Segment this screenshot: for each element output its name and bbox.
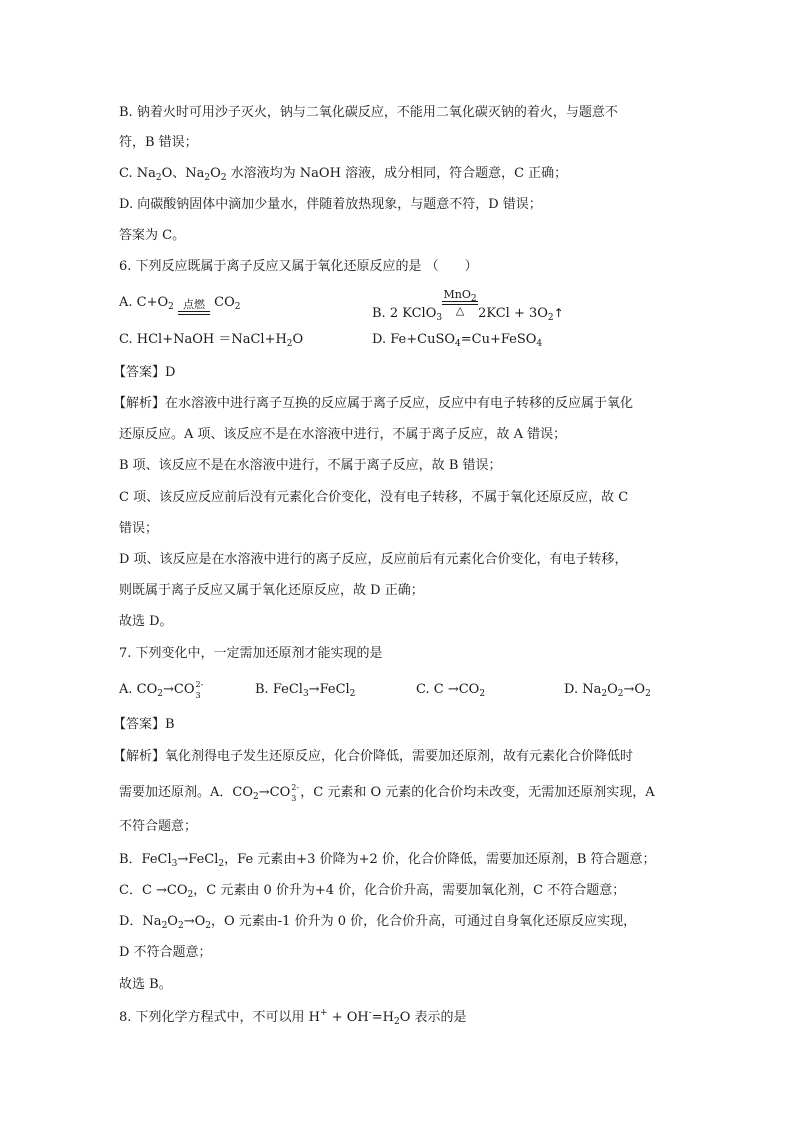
q7-option-b <box>255 681 355 699</box>
gas-arrow-icon: ↑ <box>553 306 564 320</box>
q7-option-d <box>564 681 651 699</box>
text-fragment: →FeCl <box>177 852 219 867</box>
text-fragment: C. C →CO <box>416 682 480 697</box>
subscript: 2 <box>286 339 293 349</box>
q7-analysis-line <box>119 784 655 802</box>
text-fragment: =H <box>371 1010 394 1025</box>
subscript: 2 <box>155 173 162 183</box>
q7-analysis-line <box>113 748 633 766</box>
text-fragment: →FeCl <box>308 682 350 697</box>
text-fragment: CO <box>214 295 235 310</box>
q6-analysis-line: B 项、该反应不是在水溶液中进行，不属于离子反应，故 B 错误； <box>119 458 502 473</box>
question-8-stem <box>119 1009 467 1027</box>
text-fragment: →O <box>623 682 646 697</box>
text-fragment: A. C+O <box>119 295 169 310</box>
answer-tag: 【答案】 <box>113 717 166 732</box>
subscript: 2 <box>645 689 651 699</box>
text-fragment: A. CO <box>119 682 158 697</box>
text-line <box>119 165 567 183</box>
subscript: 4 <box>536 339 543 349</box>
text-line: D. 向碳酸钠固体中滴加少量水，伴随着放热现象，与题意不符，D 错误； <box>119 197 542 212</box>
subscript: 2 <box>177 921 184 931</box>
q6-option-b <box>372 288 564 323</box>
text-line: B. 钠着火时可用沙子灭火，钠与二氧化碳反应，不能用二氧化碳灭钠的着火，与题意不 <box>119 105 618 120</box>
text-fragment: MnO <box>443 288 471 301</box>
text-fragment: 需要加还原剂。A．CO <box>119 785 253 800</box>
analysis-tag: 【解析】 <box>113 749 166 764</box>
subscript: 3 <box>302 689 309 699</box>
subscript: 2 <box>187 890 194 900</box>
subscript: 3 <box>171 859 178 869</box>
text-fragment: →O <box>183 914 206 929</box>
text-fragment: O 表示的是 <box>399 1010 467 1025</box>
text-fragment: 8. 下列化学方程式中，不可以用 H <box>119 1010 321 1025</box>
q6-analysis-line <box>113 395 633 413</box>
subscript: 2 <box>218 859 225 869</box>
subscript: 2 <box>349 689 356 699</box>
subscript: 2 <box>220 173 227 183</box>
text-fragment: O <box>210 166 221 181</box>
q7-conclusion: 故选 B。 <box>119 977 172 992</box>
text-fragment: ，C 元素由 0 价升为+4 价，化合价升高，需要加氧化剂，C 不符合题意； <box>193 883 626 898</box>
subscript: 4 <box>455 339 461 349</box>
text-fragment: C. HCl+NaOH ＝NaCl+H <box>119 332 287 347</box>
analysis-tag: 【解析】 <box>113 396 166 411</box>
ion-charge <box>195 680 205 700</box>
text-fragment: B. 2 KClO <box>372 306 437 321</box>
q6-option-c <box>119 331 303 349</box>
q7-analysis-line <box>119 851 656 869</box>
superscript: - <box>368 1008 372 1018</box>
text-fragment: 水溶液均为 NaOH 溶液，成分相同，符合题意，C 正确； <box>226 166 568 181</box>
condition-label: 点燃 <box>183 298 206 311</box>
reaction-condition <box>178 299 210 315</box>
text-fragment: C．C →CO <box>119 883 188 898</box>
text-fragment: 在水溶液中进行离子互换的反应属于离子反应，反应中有电子转移的反应属于氧化 <box>165 396 634 411</box>
text-fragment: →CO <box>163 682 195 697</box>
heat-symbol: △ <box>455 304 465 317</box>
subscript: 2 <box>479 689 486 699</box>
text-fragment: B．FeCl <box>119 852 172 867</box>
subscript: 2 <box>601 689 608 699</box>
subscript: 2 <box>205 921 211 931</box>
subscript: 3 <box>291 794 297 803</box>
subscript: 2 <box>470 294 477 304</box>
q7-answer <box>113 716 175 734</box>
q7-option-c <box>416 681 485 699</box>
text-fragment: B. FeCl <box>255 682 303 697</box>
answer-value: D <box>165 365 176 380</box>
answer-tag: 【答案】 <box>113 365 166 380</box>
q7-option-a <box>119 681 205 699</box>
text-fragment: O <box>167 914 178 929</box>
superscript: 2- <box>195 680 204 689</box>
text-fragment: ，C 元素和 O 元素的化合价均未改变，无需加还原剂实现，A <box>300 785 655 800</box>
q6-option-a <box>119 294 241 315</box>
q6-analysis-line: 则既属于离子反应又属于氧化还原反应，故 D 正确； <box>119 583 424 598</box>
text-fragment: ，O 元素由-1 价升为 0 价，化合价升高，可通过自身氧化还原反应实现， <box>211 914 637 929</box>
reaction-condition <box>442 289 478 316</box>
subscript: 2 <box>157 689 163 699</box>
subscript: 2 <box>617 689 624 699</box>
text-fragment: 氧化剂得电子发生还原反应，化合价降低，需要加还原剂，故有元素化合价降低时 <box>165 749 634 764</box>
q6-analysis-line: 还原反应。A 项、该反应不是在水溶液中进行，不属于离子反应，故 A 错误； <box>119 427 567 442</box>
catalyst-label <box>442 288 478 304</box>
equals-sign <box>178 311 210 315</box>
subscript: 2 <box>253 792 259 802</box>
q7-analysis-line: D 不符合题意； <box>119 945 212 960</box>
q6-analysis-line: D 项、该反应是在水溶液中进行的离子反应，反应前后有元素化合价变化，有电子转移， <box>119 552 628 567</box>
subscript: 2 <box>168 302 174 312</box>
text-line: 符，B 错误； <box>119 135 198 150</box>
text-fragment: + OH <box>327 1010 369 1025</box>
text-fragment: O <box>292 332 304 347</box>
text-fragment: O <box>607 682 618 697</box>
text-fragment: D．Na <box>119 914 162 929</box>
text-fragment: O、Na <box>161 166 205 181</box>
superscript: + <box>320 1008 328 1018</box>
subscript: 2 <box>394 1017 400 1027</box>
text-fragment: C. Na <box>119 166 156 181</box>
q6-analysis-line: 错误； <box>119 521 159 536</box>
text-fragment: D. Na <box>564 682 602 697</box>
subscript: 3 <box>195 691 201 700</box>
q7-analysis-line <box>119 882 625 900</box>
subscript: 2 <box>161 921 168 931</box>
text-fragment: D. Fe+CuSO <box>372 332 456 347</box>
q6-option-d <box>372 331 542 349</box>
question-6-stem: 6. 下列反应既属于离子反应又属于氧化还原反应的是 （ ） <box>119 259 478 274</box>
text-line: 答案为 C。 <box>119 228 186 243</box>
q6-analysis-line: C 项、该反应反应前后没有元素化合价变化，没有电子转移，不属于氧化还原反应，故 C <box>119 490 629 505</box>
text-fragment: ，Fe 元素由+3 价降为+2 价，化合价降低，需要加还原剂，B 符合题意； <box>224 852 656 867</box>
subscript: 2 <box>234 302 241 312</box>
question-7-stem: 7. 下列变化中，一定需加还原剂才能实现的是 <box>119 646 383 661</box>
subscript: 3 <box>436 313 443 323</box>
ion-charge <box>290 783 300 803</box>
q6-conclusion: 故选 D。 <box>119 614 173 629</box>
q7-analysis-line <box>119 913 636 931</box>
subscript: 2 <box>204 173 211 183</box>
text-fragment: =Cu+FeSO <box>460 332 537 347</box>
text-fragment: →CO <box>258 785 291 800</box>
superscript: 2- <box>291 783 300 792</box>
subscript: 2 <box>547 313 554 323</box>
q6-answer <box>113 364 175 382</box>
answer-value: B <box>165 717 175 732</box>
text-fragment: 2KCl + 3O <box>478 306 548 321</box>
q7-analysis-line: 不符合题意； <box>119 819 198 834</box>
